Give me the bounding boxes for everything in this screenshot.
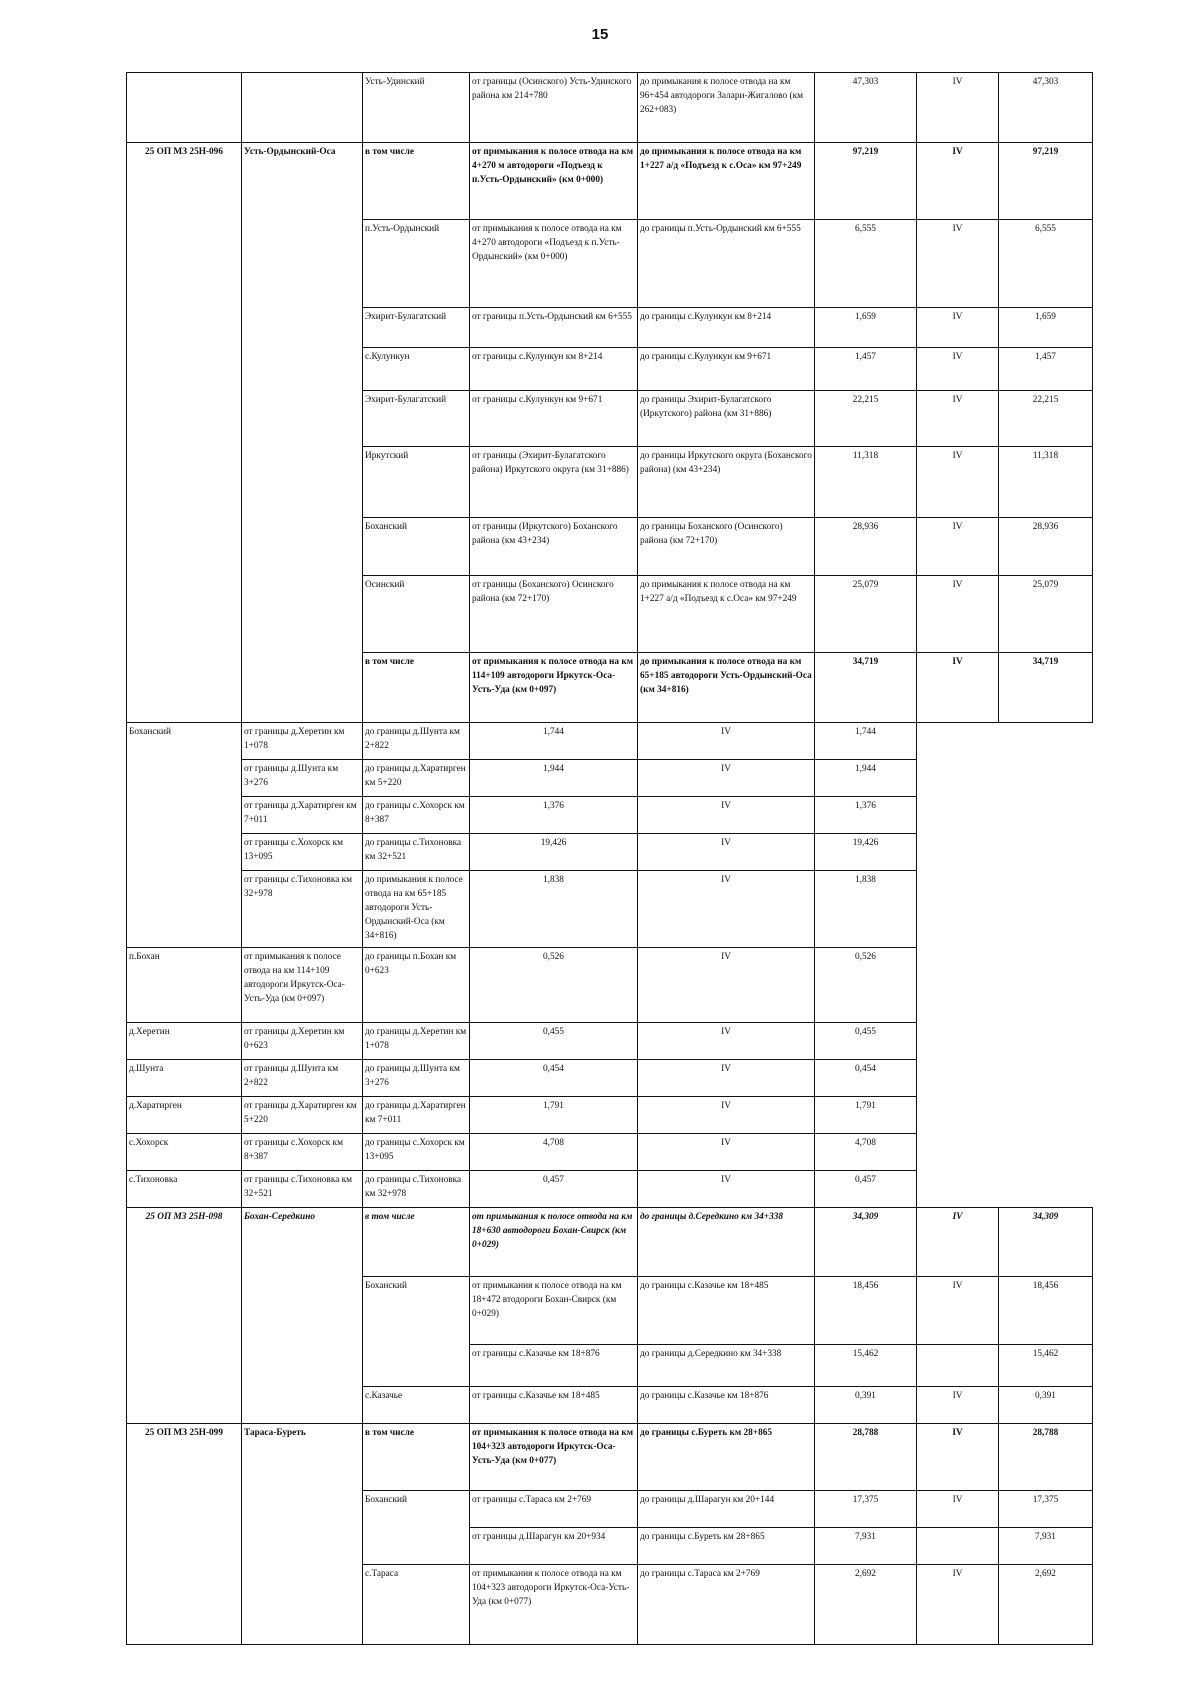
area-name: с.Кулункун [363, 348, 470, 391]
length-total: 28,788 [815, 1423, 917, 1490]
length-total: 2,692 [815, 1564, 917, 1644]
length-category: 1,659 [999, 308, 1093, 348]
table-row [127, 1423, 1093, 1490]
segment-end: до примыкания к полосе отвода на км 65+185 автодороги Усть-Ордынский-Оса (км 34+816) [638, 653, 815, 723]
area-name: с.Тихоновка [127, 1170, 242, 1207]
segment-end: до границы с.Хохорск км 8+387 [363, 797, 470, 834]
road-category: IV [917, 653, 999, 723]
segment-end: до границы с.Тараса км 2+769 [638, 1564, 815, 1644]
segment-end: до границы д.Шунта км 3+276 [363, 1059, 470, 1096]
segment-start: от границы с.Кулункун км 8+214 [470, 348, 638, 391]
length-category: 1,944 [815, 760, 917, 797]
road-category: IV [917, 348, 999, 391]
length-category: 1,457 [999, 348, 1093, 391]
segment-start: от границы с.Тихоновка км 32+978 [242, 871, 363, 948]
road-category: IV [638, 834, 815, 871]
area-name: д.Шунта [127, 1059, 242, 1096]
table-row [127, 1133, 1093, 1170]
length-category: 0,391 [999, 1386, 1093, 1423]
length-total: 22,215 [815, 391, 917, 447]
segment-end: до границы с.Кулункун км 9+671 [638, 348, 815, 391]
length-total: 0,455 [470, 1022, 638, 1059]
segment-start: от границы (Боханского) Осинского района (км 72+170) [470, 576, 638, 653]
road-category: IV [917, 73, 999, 143]
segment-start: от границы (Эхирит-Булагатского района) Иркутского округа (км 31+886) [470, 447, 638, 518]
road-category: IV [638, 1170, 815, 1207]
road-name: Тараса-Буреть [242, 1423, 363, 1644]
road-category: IV [917, 220, 999, 308]
road-category: IV [917, 447, 999, 518]
length-total: 0,391 [815, 1386, 917, 1423]
segment-end: до примыкания к полосе отвода на км 1+227 а/д «Подъезд к с.Оса» км 97+249 [638, 143, 815, 220]
road-name: Бохан-Середкино [242, 1207, 363, 1423]
length-category: 28,788 [999, 1423, 1093, 1490]
segment-start: от границы с.Тараса км 2+769 [470, 1490, 638, 1527]
segment-end: до границы п.Усть-Ордынский км 6+555 [638, 220, 815, 308]
length-total: 1,838 [470, 871, 638, 948]
segment-end: до границы с.Кулункун км 8+214 [638, 308, 815, 348]
length-total: 4,708 [470, 1133, 638, 1170]
road-category [917, 1344, 999, 1386]
segment-end: до границы с.Тихоновка км 32+521 [363, 834, 470, 871]
segment-end: до границы д.Херетин км 1+078 [363, 1022, 470, 1059]
table-row [127, 143, 1093, 220]
roads-table [126, 72, 1093, 1645]
length-total: 17,375 [815, 1490, 917, 1527]
segment-start: от примыкания к полосе отвода на км 114+109 автодороги Иркутск-Оса-Усть-Уда (км 0+097) [242, 947, 363, 1022]
length-total: 1,744 [470, 723, 638, 760]
segment-start: от границы с.Хохорск км 8+387 [242, 1133, 363, 1170]
length-total: 11,318 [815, 447, 917, 518]
road-id: 25 ОП МЗ 25Н-099 [127, 1423, 242, 1644]
segment-start: от границы д.Херетин км 1+078 [242, 723, 363, 760]
length-total: 0,454 [470, 1059, 638, 1096]
segment-end: до границы Боханского (Осинского) района (км 72+170) [638, 518, 815, 576]
table-row [127, 73, 1093, 143]
segment-start: от границы д.Шунта км 3+276 [242, 760, 363, 797]
area-name: д.Херетин [127, 1022, 242, 1059]
road-category: IV [917, 576, 999, 653]
length-category: 15,462 [999, 1344, 1093, 1386]
length-category: 0,455 [815, 1022, 917, 1059]
length-category: 0,526 [815, 947, 917, 1022]
segment-end: до границы Эхирит-Булагатского (Иркутского) района (км 31+886) [638, 391, 815, 447]
road-category: IV [917, 1386, 999, 1423]
table-row [127, 1207, 1093, 1276]
length-total: 7,931 [815, 1527, 917, 1564]
page-number: 15 [591, 26, 609, 43]
length-total: 18,456 [815, 1276, 917, 1344]
length-total: 1,376 [470, 797, 638, 834]
length-category: 11,318 [999, 447, 1093, 518]
segment-end: до примыкания к полосе отвода на км 65+185 автодороги Усть-Ордынский-Оса (км 34+816) [363, 871, 470, 948]
segment-start: от границы д.Шарагун км 20+934 [470, 1527, 638, 1564]
table-row [127, 1170, 1093, 1207]
length-total: 28,936 [815, 518, 917, 576]
segment-end: до границы с.Казачье км 18+876 [638, 1386, 815, 1423]
segment-start: от примыкания к полосе отвода на км 4+270 автодороги «Подъезд к п.Усть-Ордынский» (км 0+000) [470, 220, 638, 308]
length-total: 34,309 [815, 1207, 917, 1276]
road-category: IV [917, 1423, 999, 1490]
length-category: 7,931 [999, 1527, 1093, 1564]
segment-start: от примыкания к полосе отвода на км 4+270 м автодороги «Подъезд к п.Усть-Ордынский» (км 0+000) [470, 143, 638, 220]
road-id: 25 ОП МЗ 25Н-096 [127, 143, 242, 723]
segment-start: от границы с.Казачье км 18+876 [470, 1344, 638, 1386]
area-name: в том числе [363, 653, 470, 723]
length-total: 0,457 [470, 1170, 638, 1207]
road-category: IV [917, 518, 999, 576]
segment-end: до границы с.Тихоновка км 32+978 [363, 1170, 470, 1207]
segment-start: от границы с.Казачье км 18+485 [470, 1386, 638, 1423]
length-total: 34,719 [815, 653, 917, 723]
road-category: IV [638, 760, 815, 797]
area-name: Усть-Удинский [363, 73, 470, 143]
segment-start: от границы с.Тихоновка км 32+521 [242, 1170, 363, 1207]
segment-end: до границы п.Бохан км 0+623 [363, 947, 470, 1022]
length-category: 1,376 [815, 797, 917, 834]
table-row [127, 1096, 1093, 1133]
length-category: 34,309 [999, 1207, 1093, 1276]
length-category: 25,079 [999, 576, 1093, 653]
area-name: с.Казачье [363, 1386, 470, 1423]
road-category: IV [638, 797, 815, 834]
segment-end: до границы д.Середкино км 34+338 [638, 1207, 815, 1276]
table-row [127, 947, 1093, 1022]
segment-start: от примыкания к полосе отвода на км 104+323 автодороги Иркутск-Оса-Усть-Уда (км 0+077) [470, 1564, 638, 1644]
table-row [127, 1059, 1093, 1096]
area-name: Боханский [363, 1490, 470, 1564]
table-row [127, 1022, 1093, 1059]
length-category: 0,454 [815, 1059, 917, 1096]
road-category: IV [638, 1022, 815, 1059]
road-category: IV [638, 723, 815, 760]
segment-start: от границы (Иркутского) Боханского района (км 43+234) [470, 518, 638, 576]
segment-end: до границы д.Середкино км 34+338 [638, 1344, 815, 1386]
road-category: IV [638, 947, 815, 1022]
area-name: с.Хохорск [127, 1133, 242, 1170]
length-total: 1,944 [470, 760, 638, 797]
segment-start: от примыкания к полосе отвода на км 114+109 автодороги Иркутск-Оса-Усть-Уда (км 0+097) [470, 653, 638, 723]
length-category: 17,375 [999, 1490, 1093, 1527]
segment-start: от границы с.Кулункун км 9+671 [470, 391, 638, 447]
table-row [127, 834, 1093, 871]
segment-start: от границы п.Усть-Ордынский км 6+555 [470, 308, 638, 348]
road-category [917, 1527, 999, 1564]
length-category: 1,791 [815, 1096, 917, 1133]
length-total: 25,079 [815, 576, 917, 653]
segment-start: от границы с.Хохорск км 13+095 [242, 834, 363, 871]
area-name: Боханский [127, 723, 242, 948]
road-category: IV [917, 308, 999, 348]
segment-end: до границы д.Шарагун км 20+144 [638, 1490, 815, 1527]
length-total: 1,791 [470, 1096, 638, 1133]
table-row [127, 871, 1093, 948]
road-name: Усть-Ордынский-Оса [242, 143, 363, 723]
area-name: Боханский [363, 1276, 470, 1386]
area-name: Боханский [363, 518, 470, 576]
segment-start: от примыкания к полосе отвода на км 18+472 втодороги Бохан-Свирск (км 0+029) [470, 1276, 638, 1344]
road-category: IV [917, 1490, 999, 1527]
length-total: 97,219 [815, 143, 917, 220]
length-total: 15,462 [815, 1344, 917, 1386]
length-category: 4,708 [815, 1133, 917, 1170]
segment-end: до границы с.Казачье км 18+485 [638, 1276, 815, 1344]
road-category: IV [638, 871, 815, 948]
length-total: 1,457 [815, 348, 917, 391]
area-name: п.Усть-Ордынский [363, 220, 470, 308]
area-name: в том числе [363, 143, 470, 220]
area-name: в том числе [363, 1423, 470, 1490]
road-category: IV [638, 1096, 815, 1133]
road-id [127, 73, 242, 143]
segment-start: от примыкания к полосе отвода на км 18+630 автодороги Бохан-Свирск (км 0+029) [470, 1207, 638, 1276]
road-id: 25 ОП МЗ 25Н-098 [127, 1207, 242, 1423]
length-category: 1,744 [815, 723, 917, 760]
length-category: 34,719 [999, 653, 1093, 723]
length-total: 1,659 [815, 308, 917, 348]
segment-end: до границы д.Шунта км 2+822 [363, 723, 470, 760]
length-total: 47,303 [815, 73, 917, 143]
length-category: 47,303 [999, 73, 1093, 143]
length-category: 97,219 [999, 143, 1093, 220]
length-category: 22,215 [999, 391, 1093, 447]
length-category: 28,936 [999, 518, 1093, 576]
area-name: Иркутский [363, 447, 470, 518]
segment-end: до примыкания к полосе отвода на км 96+454 автодороги Залари-Жигалово (км 262+083) [638, 73, 815, 143]
area-name: Эхирит-Булагатский [363, 308, 470, 348]
road-category: IV [917, 143, 999, 220]
segment-start: от границы д.Шунта км 2+822 [242, 1059, 363, 1096]
road-category: IV [917, 1207, 999, 1276]
area-name: в том числе [363, 1207, 470, 1276]
segment-end: до границы д.Харатирген км 5+220 [363, 760, 470, 797]
length-category: 0,457 [815, 1170, 917, 1207]
segment-start: от границы д.Харатирген км 7+011 [242, 797, 363, 834]
segment-start: от границы д.Херетин км 0+623 [242, 1022, 363, 1059]
segment-start: от границы д.Харатирген км 5+220 [242, 1096, 363, 1133]
segment-start: от примыкания к полосе отвода на км 104+323 автодороги Иркутск-Оса-Усть-Уда (км 0+077) [470, 1423, 638, 1490]
length-category: 1,838 [815, 871, 917, 948]
road-name [242, 73, 363, 143]
segment-end: до границы Иркутского округа (Боханского района) (км 43+234) [638, 447, 815, 518]
area-name: Эхирит-Булагатский [363, 391, 470, 447]
area-name: с.Тараса [363, 1564, 470, 1644]
road-category: IV [638, 1133, 815, 1170]
road-category: IV [917, 1276, 999, 1344]
length-category: 6,555 [999, 220, 1093, 308]
table-row [127, 797, 1093, 834]
segment-end: до границы д.Харатирген км 7+011 [363, 1096, 470, 1133]
length-category: 18,456 [999, 1276, 1093, 1344]
road-category: IV [638, 1059, 815, 1096]
road-category: IV [917, 1564, 999, 1644]
segment-end: до границы с.Хохорск км 13+095 [363, 1133, 470, 1170]
length-total: 19,426 [470, 834, 638, 871]
area-name: п.Бохан [127, 947, 242, 1022]
length-category: 2,692 [999, 1564, 1093, 1644]
segment-end: до примыкания к полосе отвода на км 1+227 а/д «Подъезд к с.Оса» км 97+249 [638, 576, 815, 653]
length-category: 19,426 [815, 834, 917, 871]
table-row [127, 723, 1093, 760]
segment-end: до границы с.Буреть км 28+865 [638, 1527, 815, 1564]
road-category: IV [917, 391, 999, 447]
length-total: 0,526 [470, 947, 638, 1022]
segment-start: от границы (Осинского) Усть-Удинского района км 214+780 [470, 73, 638, 143]
segment-end: до границы с.Буреть км 28+865 [638, 1423, 815, 1490]
length-total: 6,555 [815, 220, 917, 308]
area-name: д.Харатирген [127, 1096, 242, 1133]
table-row [127, 760, 1093, 797]
area-name: Осинский [363, 576, 470, 653]
